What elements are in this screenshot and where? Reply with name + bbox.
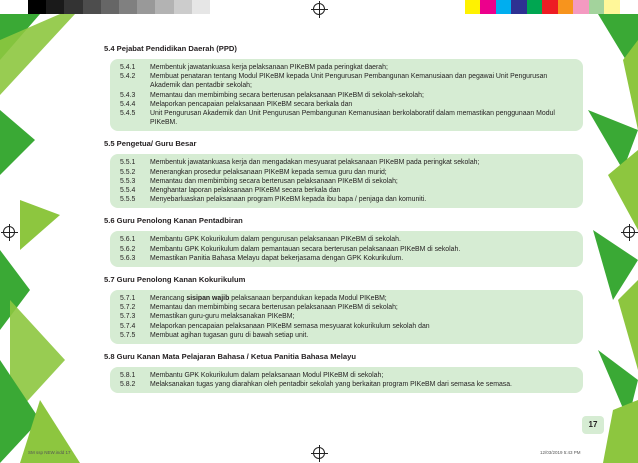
list-item bbox=[120, 109, 575, 127]
list-item bbox=[120, 312, 575, 321]
item-number: 5.7.4 bbox=[120, 322, 136, 330]
color-swatch bbox=[480, 0, 495, 14]
item-text: Menyebarluaskan pelaksanaan program PIKeBM kepada ibu bapa / penjaga dan komuniti. bbox=[150, 196, 427, 204]
list-item bbox=[120, 72, 575, 90]
item-text: Memastikan Panitia Bahasa Melayu dapat bekerjasama dengan GPK Kokurikulum. bbox=[150, 254, 404, 262]
list-item bbox=[120, 177, 575, 186]
grey-swatch bbox=[174, 0, 192, 14]
item-number: 5.8.1 bbox=[120, 372, 136, 380]
grey-swatch bbox=[192, 0, 210, 14]
section-box bbox=[110, 290, 583, 344]
registration-mark-top bbox=[313, 3, 325, 15]
item-text: Membuat penataran tentang Modul PIKeBM kepada Unit Pengurusan Pembangunan Kemanusiaan dan pegawai Unit Pengurusan Akademik dan pentadbir sekolah; bbox=[150, 73, 548, 90]
item-number: 5.7.3 bbox=[120, 313, 136, 321]
color-swatch bbox=[496, 0, 511, 14]
item-text: Menghantar laporan pelaksanaan PIKeBM secara berkala dan bbox=[150, 187, 341, 195]
item-text: Membantu GPK Kokurikulum dalam pengurusan pelaksanaan PIKeBM di sekolah. bbox=[150, 236, 401, 244]
left-decorative-graphic bbox=[0, 0, 90, 463]
list-item bbox=[120, 371, 575, 380]
item-text: Unit Pengurusan Akademik dan Unit Pengurusan Pembangunan Kemanusiaan berkolaboratif dalam memastikan penggunaan Modul PIKeBM. bbox=[150, 110, 555, 127]
page-number: 17 bbox=[582, 416, 604, 434]
item-text: Menerangkan prosedur pelaksanaan PIKeBM kepada semua guru dan murid; bbox=[150, 168, 387, 176]
item-text: Membantu GPK Kokurikulum dalam pemantauan secara berterusan pelaksanaan PIKeBM di sekolah. bbox=[150, 245, 461, 253]
list-item bbox=[120, 235, 575, 244]
item-text-pre: Merancang bbox=[150, 295, 187, 303]
section-title: 5.6 Guru Penolong Kanan Pentadbiran bbox=[104, 216, 243, 226]
list-item bbox=[120, 195, 575, 204]
section-title: 5.4 Pejabat Pendidikan Daerah (PPD) bbox=[104, 44, 237, 53]
list-item bbox=[120, 63, 575, 72]
list-item bbox=[120, 168, 575, 177]
list-item bbox=[120, 186, 575, 195]
color-swatch bbox=[527, 0, 542, 14]
item-number: 5.4.5 bbox=[120, 110, 136, 118]
item-number: 5.5.1 bbox=[120, 159, 136, 167]
grey-swatch bbox=[101, 0, 119, 14]
item-text: Melaporkan pencapaian pelaksanaan PIKeBM secara berkala dan bbox=[150, 100, 353, 108]
item-number: 5.4.4 bbox=[120, 100, 136, 108]
list-item bbox=[120, 245, 575, 254]
item-number: 5.5.5 bbox=[120, 196, 136, 204]
item-number: 5.4.2 bbox=[120, 73, 136, 81]
color-swatch bbox=[511, 0, 526, 14]
item-text: Membentuk jawatankuasa kerja dan mengadakan mesyuarat pelaksanaan PIKeBM pada peringkat sekolah; bbox=[150, 159, 480, 167]
list-item bbox=[120, 91, 575, 100]
grey-swatch bbox=[210, 0, 228, 14]
section-box bbox=[110, 59, 583, 131]
grey-swatch bbox=[137, 0, 155, 14]
page-content bbox=[104, 44, 604, 401]
item-text: Memantau dan membimbing secara berterusan pelaksanaan PIKeBM di sekolah; bbox=[150, 304, 398, 312]
section-box bbox=[110, 367, 583, 393]
item-text bbox=[150, 294, 575, 303]
footer-timestamp: 12/03/2019 5:43 PM bbox=[540, 450, 581, 455]
list-item bbox=[120, 254, 575, 263]
list-item bbox=[120, 303, 575, 312]
item-text: Melaporkan pencapaian pelaksanaan PIKeBM semasa mesyuarat kokurikulum sekolah dan bbox=[150, 322, 430, 330]
item-text: Memastikan guru-guru melaksanakan PIKeBM; bbox=[150, 313, 295, 321]
item-number: 5.7.5 bbox=[120, 331, 136, 339]
grey-swatch bbox=[155, 0, 173, 14]
item-number: 5.6.2 bbox=[120, 245, 136, 253]
item-text: Memantau dan membimbing secara berterusan pelaksanaan PIKeBM di sekolah; bbox=[150, 177, 398, 185]
color-swatch bbox=[465, 0, 480, 14]
item-number: 5.7.2 bbox=[120, 304, 136, 312]
section-box bbox=[110, 154, 583, 208]
list-item bbox=[120, 322, 575, 331]
item-number: 5.6.3 bbox=[120, 254, 136, 262]
item-number: 5.5.3 bbox=[120, 177, 136, 185]
grey-swatch bbox=[119, 0, 137, 14]
item-text-post: pelaksanaan berpandukan kepada Modul PIKeBM; bbox=[229, 295, 387, 303]
list-item bbox=[120, 294, 575, 303]
item-number: 5.4.1 bbox=[120, 64, 136, 71]
list-item bbox=[120, 380, 575, 389]
item-text: Membantu GPK Kokurikulum dalam pelaksanaan Modul PIKeBM di sekolah; bbox=[150, 372, 384, 380]
item-text: Membuat agihan tugasan guru di bawah setiap unit. bbox=[150, 331, 309, 339]
section-title: 5.5 Pengetua/ Guru Besar bbox=[104, 139, 197, 149]
item-number: 5.4.3 bbox=[120, 91, 136, 99]
footer-file-info: SM ssp NEW.indd 17 bbox=[28, 450, 71, 455]
section-box bbox=[110, 231, 583, 267]
item-text: Memantau dan membimbing secara berterusan pelaksanaan PIKeBM di sekolah-sekolah; bbox=[150, 91, 424, 99]
item-text: Membentuk jawatankuasa kerja pelaksanaan PIKeBM pada peringkat daerah; bbox=[150, 64, 388, 71]
section-title: 5.8 Guru Kanan Mata Pelajaran Bahasa / Ketua Panitia Bahasa Melayu bbox=[104, 352, 356, 362]
list-item bbox=[120, 158, 575, 167]
item-text: Melaksanakan tugas yang diarahkan oleh pentadbir sekolah yang berkaitan program PIKeBM dari semasa ke semasa. bbox=[150, 381, 512, 389]
list-item bbox=[120, 331, 575, 340]
item-number: 5.7.1 bbox=[120, 295, 136, 303]
color-swatch bbox=[542, 0, 557, 14]
item-text-bold: sisipan wajib bbox=[186, 295, 230, 303]
item-number: 5.8.2 bbox=[120, 381, 136, 389]
section-title: 5.7 Guru Penolong Kanan Kokurikulum bbox=[104, 275, 246, 285]
list-item bbox=[120, 100, 575, 109]
registration-mark-bottom bbox=[313, 447, 325, 459]
item-number: 5.5.2 bbox=[120, 168, 136, 176]
item-number: 5.6.1 bbox=[120, 236, 136, 244]
item-number: 5.5.4 bbox=[120, 187, 136, 195]
